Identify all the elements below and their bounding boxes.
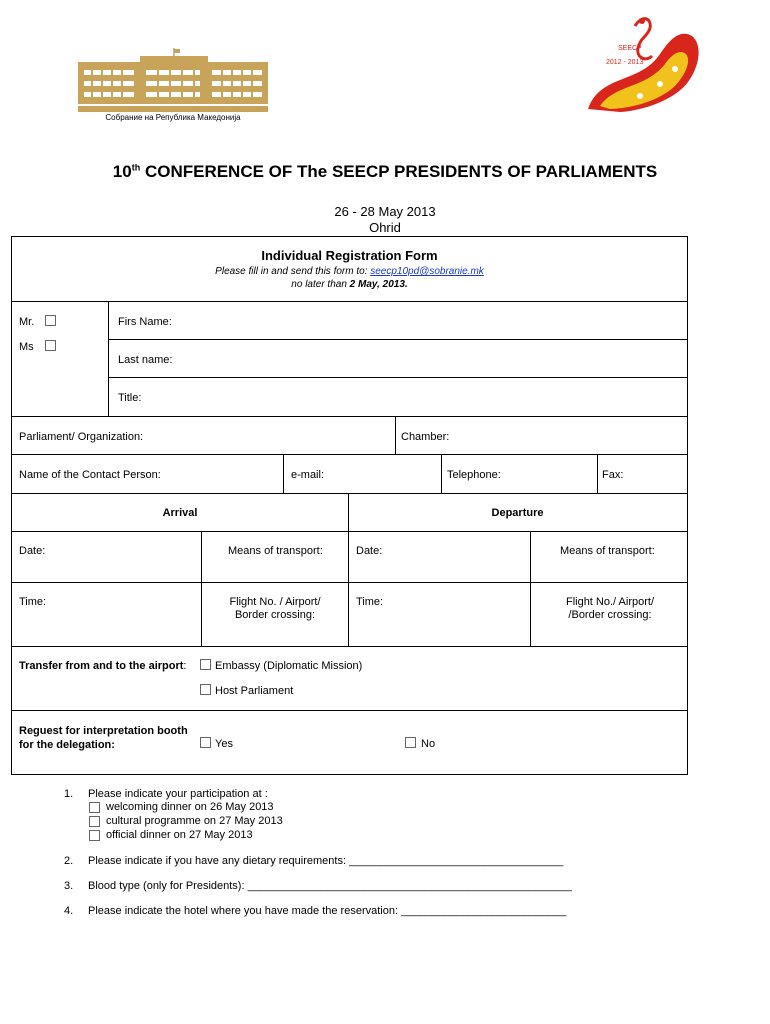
cultural-programme-checkbox[interactable] <box>89 816 100 827</box>
contact-person-label: Name of the Contact Person: <box>19 469 161 481</box>
official-dinner-label: official dinner on 27 May 2013 <box>106 829 253 841</box>
list-item-1-num: 1. <box>64 788 74 800</box>
seecp-peacock-logo <box>580 14 705 119</box>
booth-no-label: No <box>421 738 436 750</box>
dates-text: 26 - 28 May 2013 <box>334 204 436 219</box>
departure-header: Departure <box>491 507 544 519</box>
chamber-label: Chamber: <box>401 431 450 443</box>
last-name-label: Last name: <box>118 354 173 366</box>
host-parliament-checkbox[interactable] <box>200 684 211 695</box>
list-item-2: Please indicate if you have any dietary requirements: ___________________________________ <box>88 855 564 867</box>
departure-time-label: Time: <box>356 596 384 608</box>
list-item-3-num: 3. <box>64 880 74 892</box>
welcome-dinner-label: welcoming dinner on 26 May 2013 <box>106 801 274 813</box>
welcome-dinner-checkbox[interactable] <box>89 802 100 813</box>
list-item-4-num: 4. <box>64 905 74 917</box>
email-label: e-mail: <box>291 469 325 481</box>
arrival-header: Arrival <box>162 507 198 519</box>
location-text: Ohrid <box>369 220 401 235</box>
transfer-label: Transfer from and to the airport: <box>19 660 187 672</box>
booth-no-checkbox[interactable] <box>405 737 416 748</box>
departure-flight-label: Flight No./ Airport/ /Border crossing: <box>565 596 655 621</box>
registration-form <box>11 236 688 775</box>
parliament-label: Parliament/ Organization: <box>19 431 144 443</box>
booth-yes-label: Yes <box>215 738 233 750</box>
list-item-4: Please indicate the hotel where you have made the reservation: ___________________________ <box>88 905 567 917</box>
conference-dates <box>0 204 770 236</box>
form-instruction: Please fill in and send this form to: seecp10pd@sobranie.mk <box>215 266 484 277</box>
list-item-1: Please indicate your participation at : <box>88 788 268 800</box>
booth-label: Reguest for interpretation booth for the delegation: <box>19 725 188 751</box>
arrival-date-label: Date: <box>19 545 46 557</box>
departure-transport-label: Means of transport: <box>560 545 655 557</box>
embassy-checkbox[interactable] <box>200 659 211 670</box>
host-parliament-label: Host Parliament <box>215 685 294 697</box>
first-name-label: Firs Name: <box>118 316 172 328</box>
list-item-2-num: 2. <box>64 855 74 867</box>
fax-label: Fax: <box>602 469 624 481</box>
arrival-transport-label: Means of transport: <box>228 545 323 557</box>
ms-checkbox[interactable] <box>45 340 56 351</box>
arrival-flight-label: Flight No. / Airport/ Border crossing: <box>229 596 321 621</box>
seecp-logo-years: 2012 - 2013 <box>606 59 644 66</box>
ms-label: Ms <box>19 341 34 353</box>
seecp-logo-text: SEECP <box>618 45 642 52</box>
email-link[interactable]: seecp10pd@sobranie.mk <box>370 266 484 277</box>
mr-label: Mr. <box>19 316 35 328</box>
official-dinner-checkbox[interactable] <box>89 830 100 841</box>
departure-date-label: Date: <box>356 545 383 557</box>
title-label: Title: <box>118 392 142 404</box>
form-title: Individual Registration Form <box>261 248 438 263</box>
page-title: 10th CONFERENCE OF The SEECP PRESIDENTS OF PARLIAMENTS <box>112 162 658 181</box>
list-item-3: Blood type (only for Presidents): _____________________________________________________ <box>88 880 572 892</box>
form-deadline: no later than 2 May, 2013. <box>291 279 408 290</box>
parliament-logo <box>78 48 268 117</box>
telephone-label: Telephone: <box>447 469 501 481</box>
arrival-time-label: Time: <box>19 596 47 608</box>
logo-caption: Собрание на Република Македонија <box>105 113 241 122</box>
booth-yes-checkbox[interactable] <box>200 737 211 748</box>
cultural-programme-label: cultural programme on 27 May 2013 <box>106 815 283 827</box>
mr-checkbox[interactable] <box>45 315 56 326</box>
embassy-label: Embassy (Diplomatic Mission) <box>215 660 363 672</box>
